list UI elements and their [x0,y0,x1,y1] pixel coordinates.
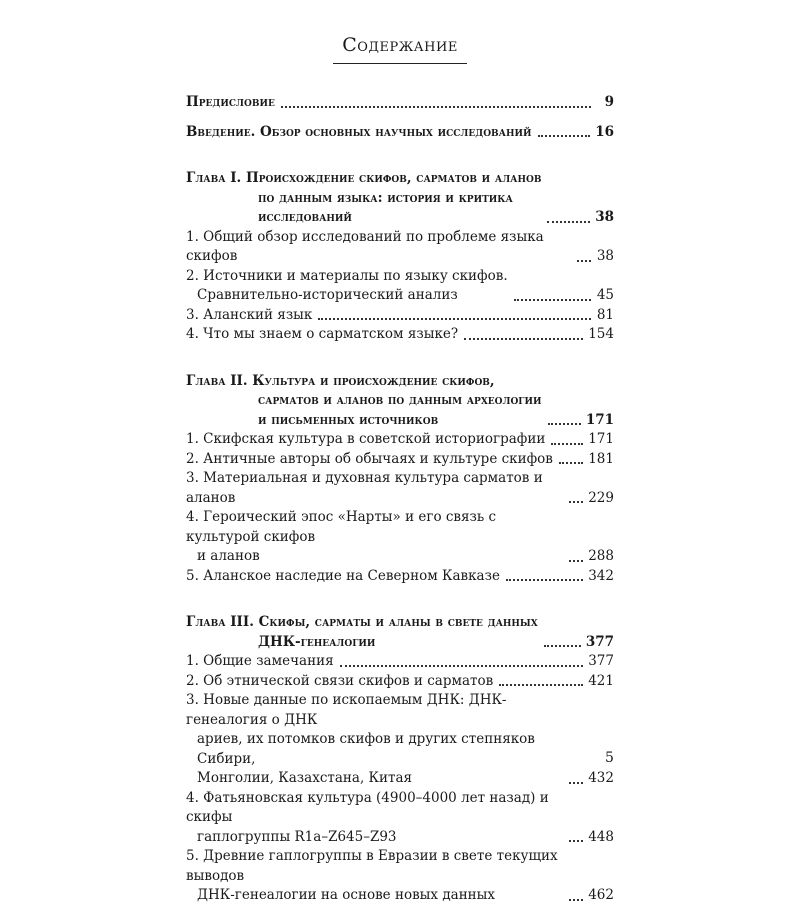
toc-entry-text: Предисловие [186,94,275,110]
toc-entry-line: 2. Источники и материалы по языку скифов. [186,267,508,284]
toc-entry-text [186,228,571,267]
dot-leader [559,461,583,464]
toc-entry-text [186,691,563,789]
toc-entry-line: исследований [258,209,352,225]
toc-section-entry [186,567,614,587]
toc-page-number: 9 [604,94,614,110]
toc-entry-line: Глава II. Культура и происхождение скифов, [186,372,495,389]
toc-page-number: 81 [596,306,614,323]
toc-page-number: 45 [596,287,614,303]
toc-section-entry [186,228,614,267]
toc-entry-line: 3. Новые данные по ископаемым ДНК: ДНК-генеалогия о ДНК [186,692,507,728]
toc-page-number: 171 [588,431,614,447]
dot-leader [551,442,583,445]
page-number: 5 [605,750,614,766]
toc-entry-line: и письменных источников [258,411,439,428]
toc-entry-text [186,567,500,587]
toc-entry-line: Глава III. Скифы, сарматы и аланы в свете данных [186,614,538,630]
toc-entry-line: Монголии, Казахстана, Китая [197,770,413,786]
toc-page-number: 377 [588,653,614,669]
toc-entry-line: 1. Скифская культура в советской историографии [186,431,546,447]
toc-section-entry [186,450,614,470]
toc-entry-line: 1. Общий обзор исследований по проблеме языка скифов [186,228,544,264]
page-title: Содержание [342,34,458,56]
toc-section-entry [186,306,614,326]
chapter-heading [186,613,614,652]
toc-entry-line: 4. Фатьяновская культура (4900–4000 лет назад) и скифы [186,789,549,825]
dot-leader [499,683,583,686]
toc-entry-line: 5. Древние гаплогруппы в Евразии в свете текущих выводов [186,848,558,884]
toc-page-number: 181 [588,450,614,467]
toc-entry-line: Сравнительно-исторический анализ [197,287,458,303]
toc-page-number: 421 [588,672,614,689]
toc-page-number: 432 [588,770,614,786]
toc-entry-line: ДНК-генеалогии на основе новых данных [197,887,496,903]
toc-entry-text [186,325,458,345]
toc-page-number: 154 [588,326,614,342]
toc-entry-text [186,469,563,508]
toc-entry-text [186,613,538,652]
dot-leader [569,781,583,784]
dot-leader [569,500,583,503]
toc-entry-line: 4. Героический эпос «Нарты» и его связь с культурой скифов [186,509,497,545]
toc-entry-line: сарматов и аланов по данным археологии [258,392,542,408]
dot-leader [569,839,583,842]
toc-entry-text [186,430,545,450]
toc-entry-line: 2. Античные авторы об обычаях и культуре скифов [186,450,553,467]
toc-entry-line: 2. Об этнической связи скифов и сарматов [186,672,494,689]
dot-leader [544,644,581,647]
dot-leader [538,134,591,137]
toc-section-entry [186,267,614,306]
dot-leader [569,898,583,901]
toc-section-entry [186,430,614,450]
toc-section-entry [186,652,614,672]
toc-entry-preface [186,93,614,113]
toc-entry-line: 3. Аланский язык [186,306,313,323]
table-of-contents [186,93,614,906]
toc-entry-line: по данным языка: история и критика [258,189,513,206]
toc-entry-text [186,169,541,228]
toc-section-entry [186,847,614,906]
dot-leader [548,422,581,425]
toc-page-number: 229 [588,489,614,506]
toc-entry-text [186,508,563,567]
toc-entry-line: Глава I. Происхождение скифов, сарматов и аланов [186,170,542,186]
toc-section-entry [186,691,614,789]
toc-entry-line: ариев, их потомков скифов и других степняков Сибири, [197,731,535,767]
toc-page-number: 462 [588,887,614,903]
toc-entry-line: ДНК-генеалогии [258,633,376,650]
chapter-2 [186,372,614,587]
toc-entry-text: Введение. Обзор основных научных исследований [186,123,532,140]
toc-section-entry [186,325,614,345]
toc-entry-text [186,847,563,906]
toc-entry-text [186,267,508,306]
dot-leader [464,337,583,340]
dot-leader [547,220,590,223]
dot-leader [577,259,591,262]
chapter-1 [186,169,614,345]
toc-entry-line: 5. Аланское наследие на Северном Кавказе [186,567,500,584]
toc-page-number: 342 [588,567,614,584]
dot-leader [340,664,584,667]
toc-section-entry [186,469,614,508]
toc-entry-line: 4. Что мы знаем о сарматском языке? [186,326,459,342]
chapter-heading [186,372,614,431]
toc-section-entry [186,672,614,692]
toc-entry-text [186,450,553,470]
toc-page-number: 38 [595,209,614,225]
toc-entry-line: и аланов [197,548,260,564]
dot-leader [318,317,591,320]
toc-entry-text [186,672,493,692]
toc-entry-line: гаплогруппы R1a–Z645–Z93 [197,828,397,845]
toc-entry-line: 1. Общие замечания [186,653,334,669]
toc-entry-text [186,306,312,326]
toc-section-entry [186,508,614,567]
toc-section-entry [186,789,614,848]
toc-entry-text [186,652,334,672]
toc-page-number: 16 [595,123,614,140]
toc-page-number: 171 [585,411,614,428]
dot-leader [281,105,591,108]
toc-page-number: 377 [585,633,614,650]
chapter-3 [186,613,614,906]
dot-leader [506,578,583,581]
toc-page-number: 38 [596,248,614,264]
title-underline [333,63,467,64]
toc-entry-intro [186,123,614,143]
chapter-heading [186,169,614,228]
dot-leader [514,298,591,301]
toc-entry-text [186,372,542,431]
dot-leader [569,559,583,562]
toc-entry-text [186,789,563,848]
toc-entry-line: 3. Материальная и духовная культура сарматов и аланов [186,470,543,506]
toc-page-number: 288 [588,548,614,564]
toc-page-number: 448 [588,828,614,845]
